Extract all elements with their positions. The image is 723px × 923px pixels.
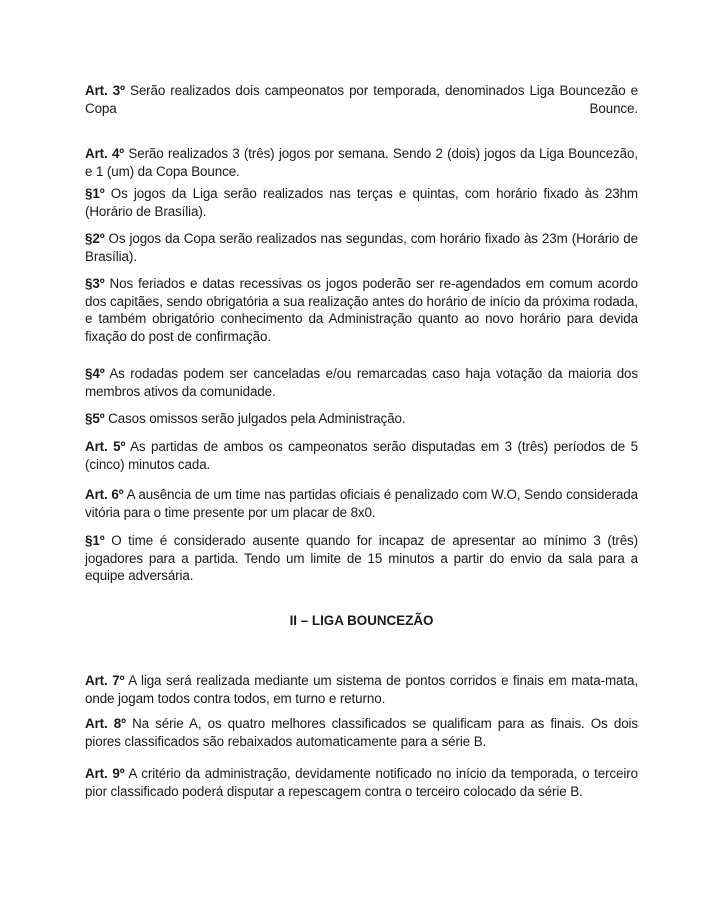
article-3: [85, 82, 638, 117]
paragraph-text: Nos feriados e datas recessivas os jogos poderão ser re-agendados em comum acordo dos capitães, sendo obrigatória a sua realização antes do horário de início da próxima rodada, e também obrigatório conhecimento da Administração quanto ao novo horário para devida fixação do post de confirmação.: [85, 276, 639, 344]
article-4: [85, 145, 638, 180]
paragraph-label: §4º: [85, 366, 105, 381]
article-text: Serão realizados 3 (três) jogos por semana. Sendo 2 (dois) jogos da Liga Bouncezão, e 1 (um) da Copa Bounce.: [85, 146, 638, 179]
paragraph-4-1: [85, 185, 638, 220]
article-label: Art. 5º: [85, 439, 126, 454]
section-heading: II – LIGA BOUNCEZÃO: [289, 613, 434, 628]
paragraph-text: Casos omissos serão julgados pela Administração.: [108, 411, 406, 426]
article-8: [85, 715, 638, 750]
article-text: A critério da administração, devidamente notificado no início da temporada, o terceiro pior classificado poderá disputar a repescagem contra o terceiro colocado da série B.: [85, 766, 638, 799]
article-6: [85, 486, 638, 521]
article-text: A ausência de um time nas partidas oficiais é penalizado com W.O, Sendo considerada vitória para o time presente por um placar de 8x0.: [85, 487, 639, 520]
paragraph-label: §3º: [85, 276, 105, 291]
article-label: Art. 8º: [85, 716, 126, 731]
article-label: Art. 7º: [85, 673, 125, 688]
paragraph-text: O time é considerado ausente quando for incapaz de apresentar ao mínimo 3 (três) jogadores para a partida. Tendo um limite de 15 minutos a partir do envio da sala para a equipe adversária.: [85, 533, 638, 583]
paragraph-label: §1º: [85, 186, 105, 201]
paragraph-label: §2º: [85, 231, 105, 246]
paragraph-text: Os jogos da Liga serão realizados nas terças e quintas, com horário fixado às 23hm (Horário de Brasília).: [85, 186, 638, 219]
paragraph-4-5: [85, 410, 638, 428]
paragraph-4-3: [85, 275, 638, 345]
article-label: Art. 4º: [85, 146, 125, 161]
article-text: Serão realizados dois campeonatos por temporada, denominados Liga Bouncezão e Copa Bounce.: [85, 83, 638, 116]
article-text: A liga será realizada mediante um sistema de pontos corridos e finais em mata-mata, onde jogam todos contra todos, em turno e returno.: [85, 673, 638, 706]
paragraph-text: Os jogos da Copa serão realizados nas segundas, com horário fixado às 23m (Horário de Brasília).: [85, 231, 639, 264]
article-9: [85, 765, 638, 800]
article-7: [85, 672, 638, 707]
article-text: Na série A, os quatro melhores classificados se qualificam para as finais. Os dois piores classificados são rebaixados automaticamente para a série B.: [85, 716, 639, 749]
paragraph-4-2: [85, 230, 638, 265]
article-label: Art. 3º: [85, 83, 125, 98]
paragraph-label: §1º: [85, 533, 105, 548]
article-text: As partidas de ambos os campeonatos serão disputadas em 3 (três) períodos de 5 (cinco) minutos cada.: [85, 439, 638, 472]
article-5: [85, 438, 638, 473]
paragraph-label: §5º: [85, 411, 105, 426]
article-label: Art. 6º: [85, 487, 124, 502]
paragraph-text: As rodadas podem ser canceladas e/ou remarcadas caso haja votação da maioria dos membros ativos da comunidade.: [85, 366, 638, 399]
article-label: Art. 9º: [85, 766, 125, 781]
paragraph-4-4: [85, 365, 638, 400]
paragraph-6-1: [85, 532, 638, 585]
